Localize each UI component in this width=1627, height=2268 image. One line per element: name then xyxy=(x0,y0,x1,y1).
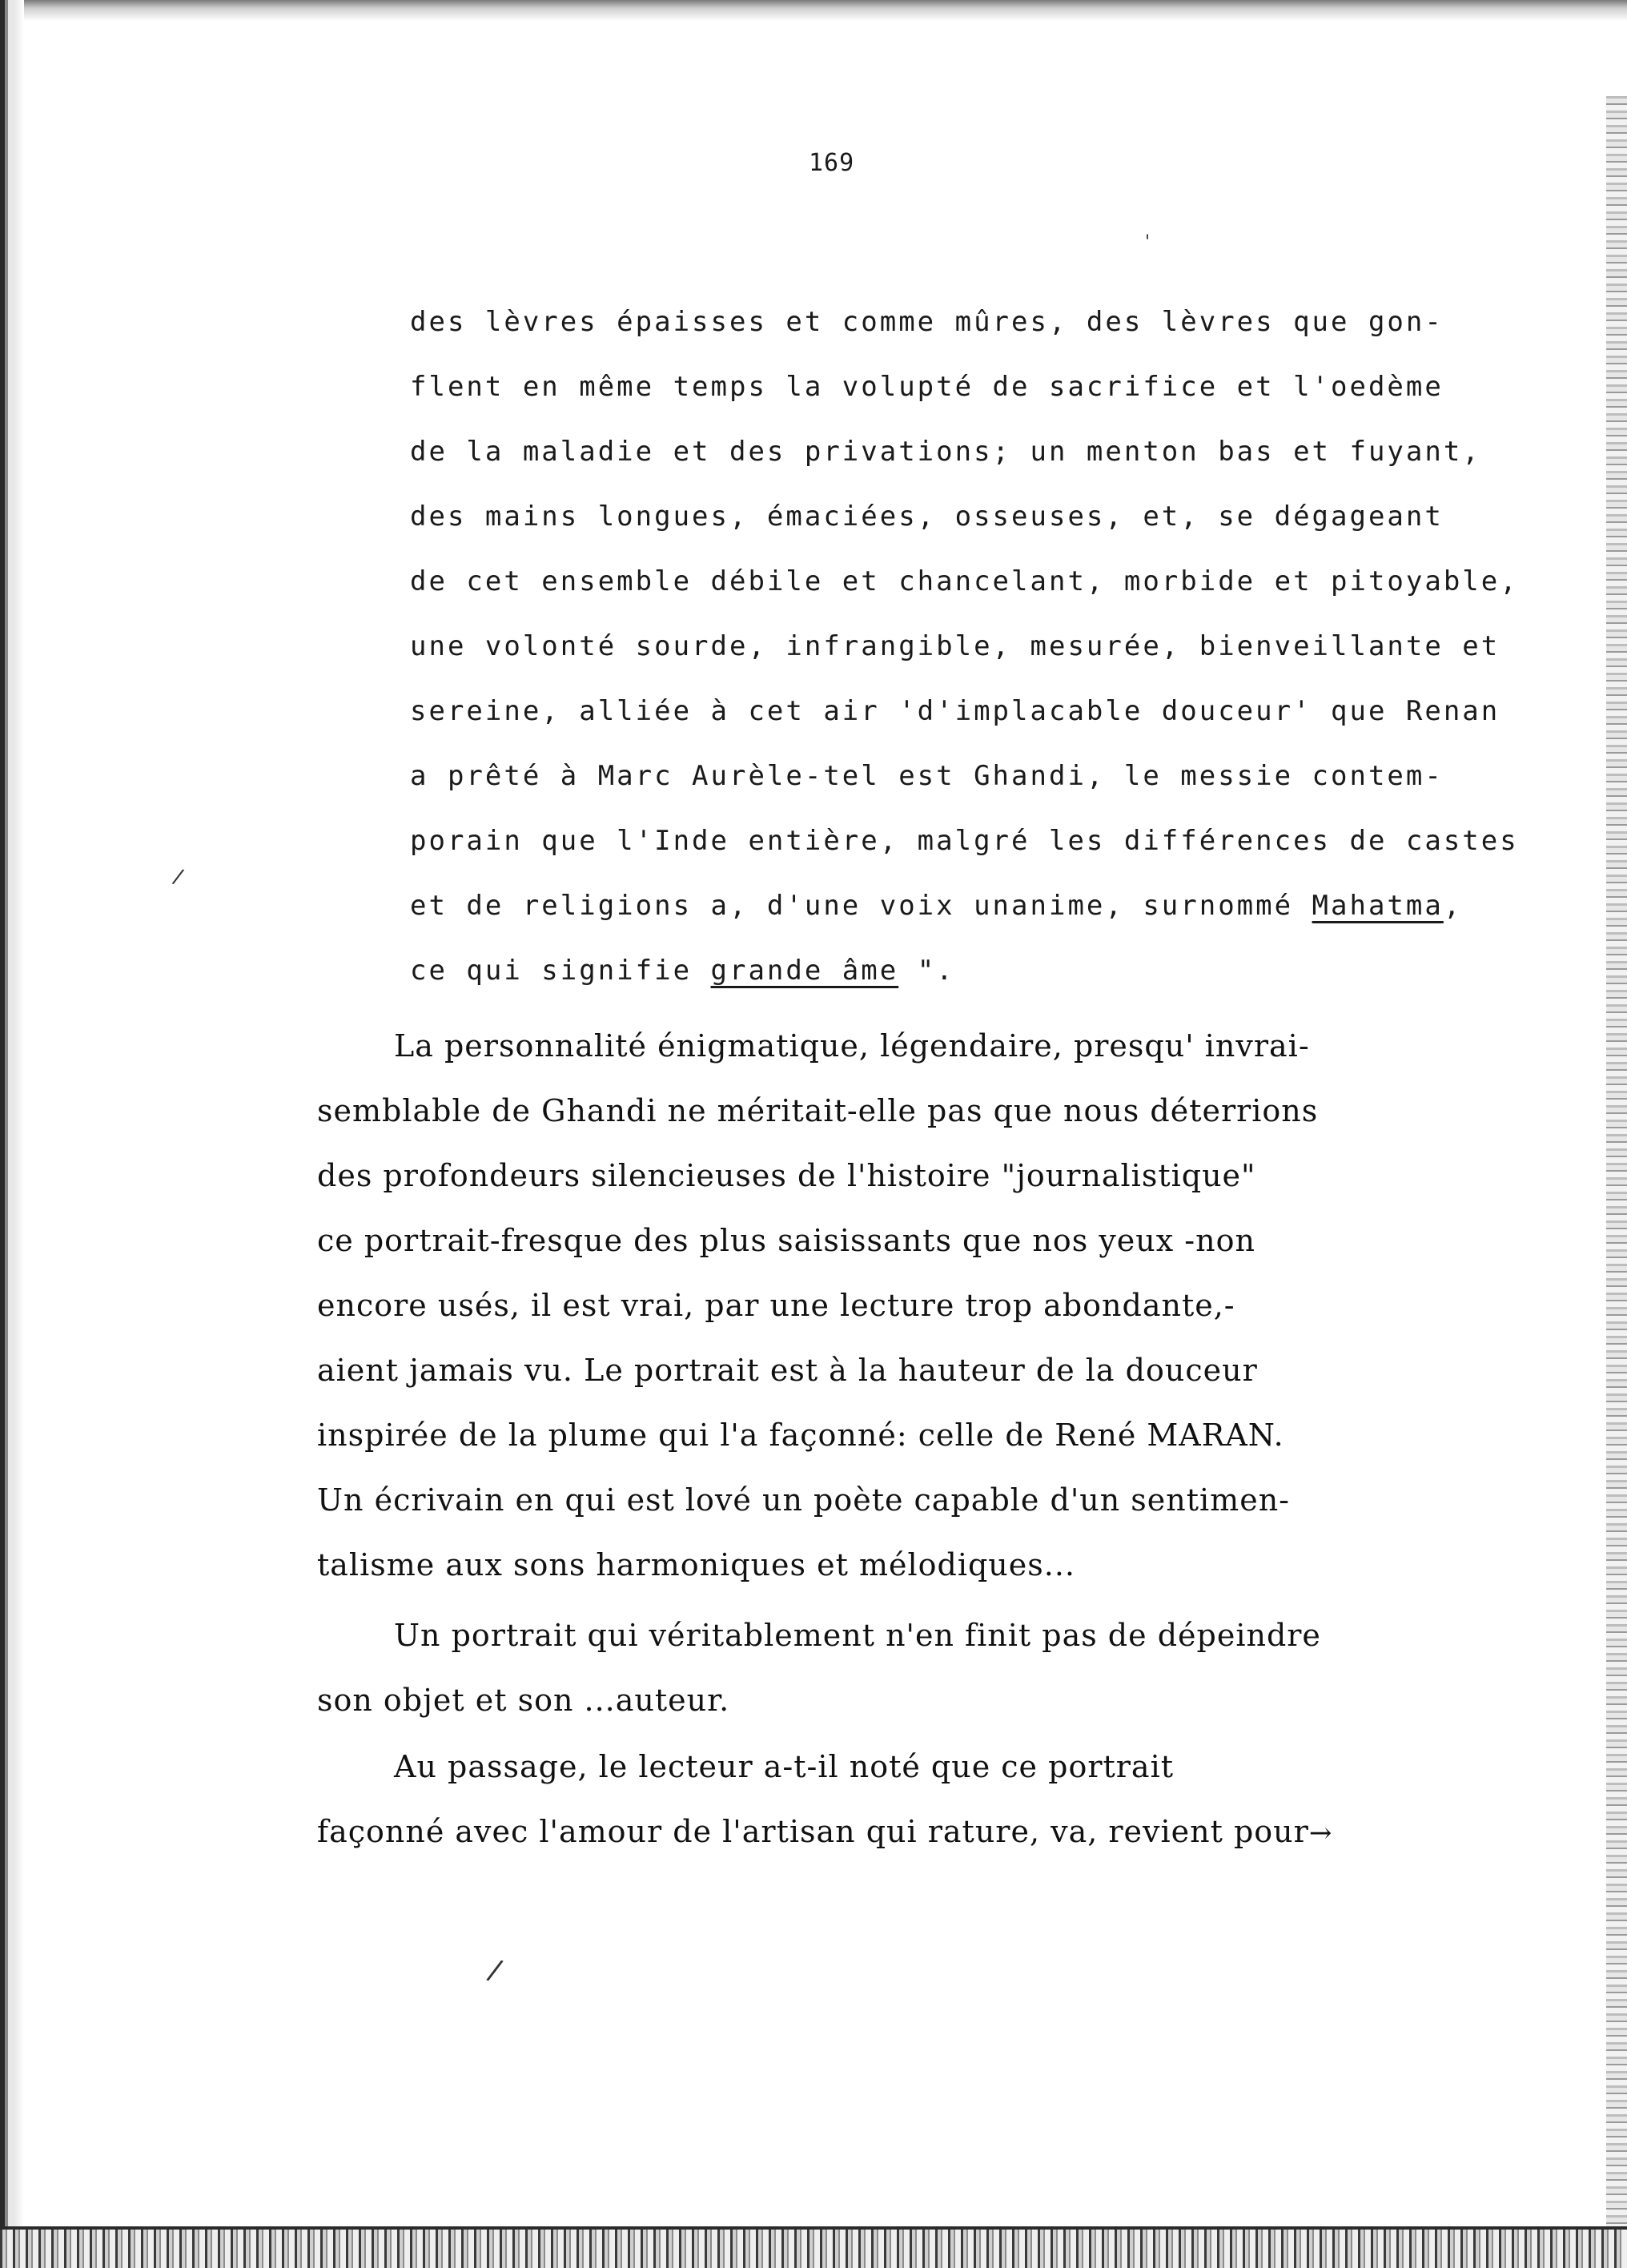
scan-edge-left xyxy=(0,0,24,2268)
scan-edge-top xyxy=(0,0,1627,21)
quote-line: flent en même temps la volupté de sacrifice et l'oedème xyxy=(410,371,1444,403)
text-line: aient jamais vu. Le portrait est à la hauteur de la douceur xyxy=(317,1353,1258,1388)
text-line: son objet et son ...auteur. xyxy=(317,1683,730,1718)
stray-pen-mark: / xyxy=(171,864,186,890)
quote-line: des lèvres épaisses et comme mûres, des lèvres que gon- xyxy=(410,306,1444,338)
quote-line: de la maladie et des privations; un menton bas et fuyant, xyxy=(410,436,1481,468)
text-line: Un écrivain en qui est lové un poète capable d'un sentimen- xyxy=(317,1482,1291,1518)
scan-edge-bottom xyxy=(0,2230,1627,2268)
paragraph-2 xyxy=(317,1603,1566,1733)
quote-line: a prêté à Marc Aurèle-tel est Ghandi, le messie contem- xyxy=(410,760,1444,792)
text-line: Un portrait qui véritablement n'en finit pas de dépeindre xyxy=(394,1618,1321,1653)
quote-text: ce qui signifie xyxy=(410,955,711,987)
text-line: Au passage, le lecteur a-t-il noté que ce portrait xyxy=(394,1749,1175,1784)
text-line: inspirée de la plume qui l'a façonné: celle de René MARAN. xyxy=(317,1418,1284,1453)
text-line: talisme aux sons harmoniques et mélodiques... xyxy=(317,1547,1075,1582)
quote-text: ". xyxy=(898,955,955,987)
stray-pen-mark: / xyxy=(484,1953,505,1988)
page-number: 169 xyxy=(809,149,855,177)
block-quote xyxy=(410,290,1595,1003)
quote-text: , xyxy=(1443,890,1463,922)
quote-line: porain que l'Inde entière, malgré les différences de castes xyxy=(410,825,1519,857)
quote-line: de cet ensemble débile et chancelant, morbide et pitoyable, xyxy=(410,565,1519,597)
text-line: façonné avec l'amour de l'artisan qui rature, va, revient pour→ xyxy=(317,1814,1333,1849)
underlined-words-grande-ame: grande âme xyxy=(710,955,899,987)
quote-line: sereine, alliée à cet air 'd'implacable douceur' que Renan xyxy=(410,695,1500,727)
text-line: encore usés, il est vrai, par une lecture trop abondante,- xyxy=(317,1288,1235,1323)
text-line: des profondeurs silencieuses de l'histoire "journalistique" xyxy=(317,1158,1256,1193)
continuation-arrow-icon: → xyxy=(1308,1817,1333,1849)
scan-edge-right xyxy=(1606,96,1627,2268)
quote-line: des mains longues, émaciées, osseuses, et, se dégageant xyxy=(410,501,1444,533)
underlined-word-mahatma: Mahatma xyxy=(1312,890,1444,922)
text-line: ce portrait-fresque des plus saisissants que nos yeux -non xyxy=(317,1223,1255,1258)
quote-line: une volonté sourde, infrangible, mesurée, bienveillante et xyxy=(410,630,1500,662)
quote-line xyxy=(410,939,1595,1003)
paragraph-3 xyxy=(317,1735,1566,1866)
stray-pen-mark: ' xyxy=(1145,232,1151,252)
quote-line xyxy=(410,874,1595,939)
paragraph-1 xyxy=(317,1014,1566,1598)
quote-text: et de religions a, d'une voix unanime, surnommé xyxy=(410,890,1312,922)
text-line: semblable de Ghandi ne méritait-elle pas que nous déterrions xyxy=(317,1093,1319,1128)
text-line: La personnalité énigmatique, légendaire, presqu' invrai- xyxy=(394,1028,1310,1064)
